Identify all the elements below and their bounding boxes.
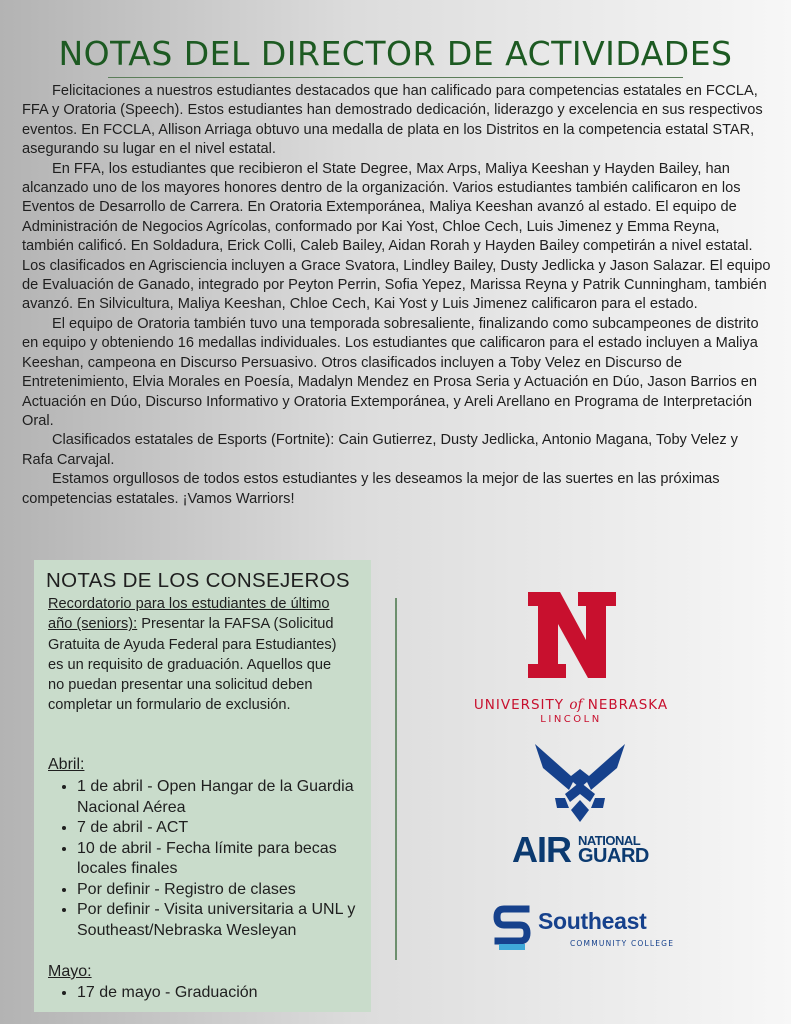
counselors-notes-box <box>34 560 371 1012</box>
page-title: NOTAS DEL DIRECTOR DE ACTIVIDADES <box>58 34 733 73</box>
list-item: • 7 de abril - ACT <box>77 818 382 839</box>
air-force-wings-icon <box>535 742 625 824</box>
list-item: • Por definir - Registro de clases <box>77 880 382 901</box>
may-label: Mayo: <box>48 963 92 980</box>
article-paragraph: En FFA, los estudiantes que recibieron el State Degree, Max Arps, Maliya Keeshan y Hayden Bailey, han alcanzado uno de los mayores honores dentro de la organización. Varios estudiantes también calificaron en los Eventos de Desarrollo de Carrera. En Oratoria Extemporánea, Maliya Keeshan avanzó al estado. El equipo de Administración de Negocios Agrícolas, conformado por Kai Yost, Chloe Cech, Luis Jimenez y Emma Reyna, también calificó. En Soldadura, Erick Colli, Caleb Bailey, Aidan Rorah y Hayden Bailey competirán a nivel estatal. Los clasificados en Agrisciencia incluyen a Grace Svatora, Lindley Bailey, Dusty Jedlicka y Jason Salazar. El equipo de Evaluación de Ganado, integrado por Peyton Perrin, Sofia Yepez, Marissa Reyna y Patrik Cunningham, también avanzó. En Silvicultura, Maliya Keeshan, Chloe Cech, Kai Yost y Luis Jimenez calificaron para el estado. <box>22 160 771 313</box>
scc-name: Southeast <box>538 908 647 934</box>
director-article <box>22 82 772 509</box>
scc-s-logo-icon <box>492 903 532 951</box>
may-events <box>48 983 382 1004</box>
fafsa-reminder <box>48 594 348 716</box>
article-paragraph: Estamos orgullosos de todos estos estudiantes y les deseamos la mejor de las suertes en las próximas competencias estatales. ¡Vamos Warriors! <box>22 471 720 507</box>
list-item: • 17 de mayo - Graduación <box>77 983 382 1004</box>
unl-campus: LINCOLN <box>540 714 602 725</box>
article-paragraph: El equipo de Oratoria también tuvo una temporada sobresaliente, finalizando como subcampeones de distrito en equipo y obteniendo 16 medallas individuales. Los estudiantes que calificaron para el estado incluyen a Maliya Keeshan, campeona en Discurso Persuasivo. Otros clasificados incluyen a Toby Velez en Discurso de Entretenimiento, Elvia Morales en Poesía, Madalyn Mendez en Prosa Seria y Actuación en Dúo, Jason Barrios en Actuación en Dúo, Discurso Informativo y Oratoria Extemporánea, y Areli Arellano en Programa de Interpretación Oral. <box>22 315 759 429</box>
unl-wordmark: UNIVERSITY of NEBRASKA <box>473 697 669 713</box>
scc-subtitle: COMMUNITY COLLEGE <box>570 939 675 948</box>
ang-national-word: NATIONAL <box>578 833 641 848</box>
reminder-text: Presentar la FAFSA (Solicitud Gratuita de Ayuda Federal para Estudiantes) es un requisito de graduación. Aquellos que no puedan presentar una solicitud deben completar un formulario de exclusión. <box>48 616 337 714</box>
ang-guard-word: GUARD <box>578 845 649 867</box>
reminder-label: Recordatorio para los estudiantes de último año (seniors): <box>48 596 330 633</box>
article-paragraph: Felicitaciones a nuestros estudiantes destacados que han calificado para competencias estatales en FCCLA, FFA y Oratoria (Speech). Estos estudiantes han demostrado dedicación, liderazgo y excelencia en sus respectivos eventos. En FCCLA, Allison Arriaga obtuvo una medalla de plata en los Distritos en la competencia estatal STAR, asegurando su lugar en el nivel estatal. <box>22 83 763 158</box>
title-divider <box>108 77 683 78</box>
counselors-heading: NOTAS DE LOS CONSEJEROS <box>46 569 350 592</box>
unl-n-logo-icon <box>526 590 618 680</box>
list-item: • Por definir - Visita universitaria a UNL y Southeast/Nebraska Wesleyan <box>77 900 382 941</box>
article-paragraph: Clasificados estatales de Esports (Fortnite): Cain Gutierrez, Dusty Jedlicka, Antonio Magana, Toby Velez y Rafa Carvajal. <box>22 432 738 468</box>
vertical-divider <box>395 598 397 960</box>
april-label: Abril: <box>48 756 85 773</box>
ang-air-word: AIR <box>512 829 571 870</box>
list-item: • 10 de abril - Fecha límite para becas locales finales <box>77 839 382 880</box>
april-events <box>48 777 382 941</box>
list-item: • 1 de abril - Open Hangar de la Guardia Nacional Aérea <box>77 777 382 818</box>
